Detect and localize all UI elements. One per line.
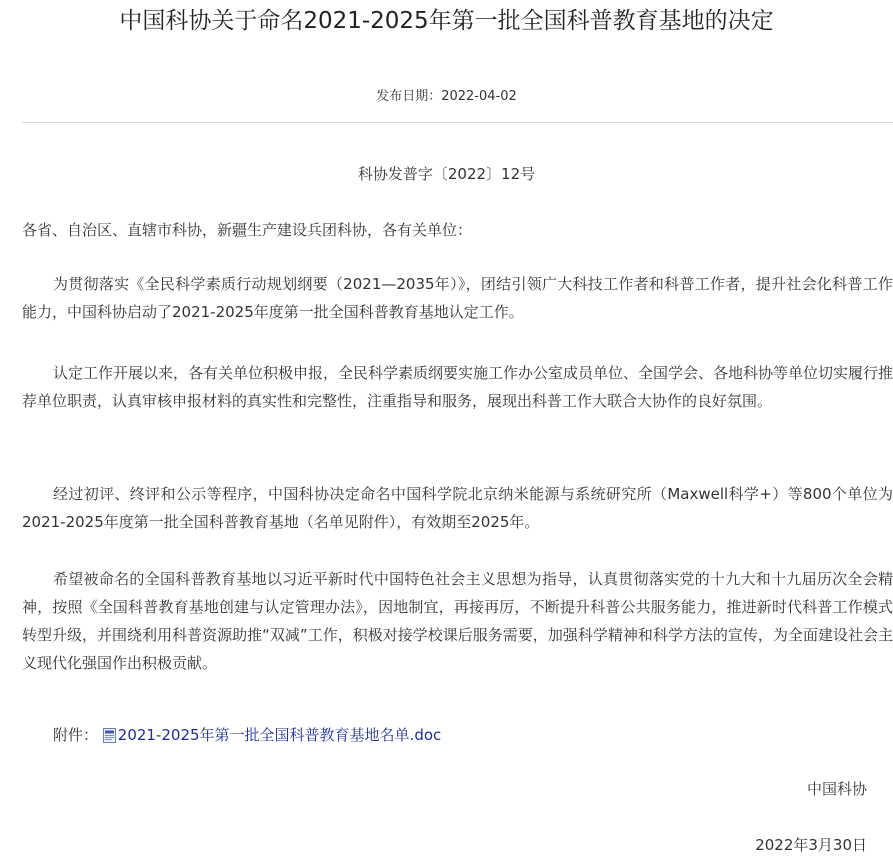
page-title: 中国科协关于命名2021-2025年第一批全国科普教育基地的决定 [119, 8, 774, 34]
publish-date-label: 发布日期： [376, 89, 442, 104]
attachment-filename: 2021-2025年第一批全国科普教育基地名单.doc [117, 726, 442, 744]
salutation: 各省、自治区、直辖市科协，新疆生产建设兵团科协，各有关单位： [22, 221, 473, 239]
body-paragraph-2: 认定工作开展以来，各有关单位积极申报，全民科学素质纲要实施工作办公室成员单位、全国学会、各地科协等单位切实履行推荐单位职责，认真审核申报材料的真实性和完整性，注重指导和服务，展现出科普工作大联合大协作的良好氛围。 [22, 364, 893, 410]
doc-file-icon [103, 728, 116, 743]
header-divider [22, 122, 893, 123]
body-paragraph-3: 经过初评、终评和公示等程序，中国科协决定命名中国科学院北京纳米能源与系统研究所（Maxwell科学+）等800个单位为2021-2025年度第一批全国科普教育基地（名单见附件），有效期至2025年。 [22, 485, 893, 531]
body-paragraph-1: 为贯彻落实《全民科学素质行动规划纲要（2021—2035年）》，团结引领广大科技工作者和科普工作者，提升社会化科普工作能力，中国科协启动了2021-2025年度第一批全国科普教育基地认定工作。 [22, 275, 893, 321]
publish-date: 2022-04-02 [441, 89, 517, 104]
attachment-row [53, 721, 441, 749]
publish-meta [0, 87, 893, 107]
body-paragraph-4: 希望被命名的全国科普教育基地以习近平新时代中国特色社会主义思想为指导，认真贯彻落实党的十九大和十九届历次全会精神，按照《全国科普教育基地创建与认定管理办法》，因地制宜，再接再厉，不断提升科普公共服务能力，推进新时代科普工作模式转型升级，并围绕利用科普资源助推“双减”工作，积极对接学校课后服务需要，加强科学精神和科学方法的宣传，为全面建设社会主义现代化强国作出积极贡献。 [22, 570, 893, 672]
attachment-label: 附件： [53, 726, 99, 744]
signature-date: 2022年3月30日 [755, 836, 867, 854]
attachment-link[interactable] [98, 726, 441, 744]
signature-org: 中国科协 [806, 780, 867, 798]
document-number: 科协发普字〔2022〕12号 [357, 165, 536, 183]
